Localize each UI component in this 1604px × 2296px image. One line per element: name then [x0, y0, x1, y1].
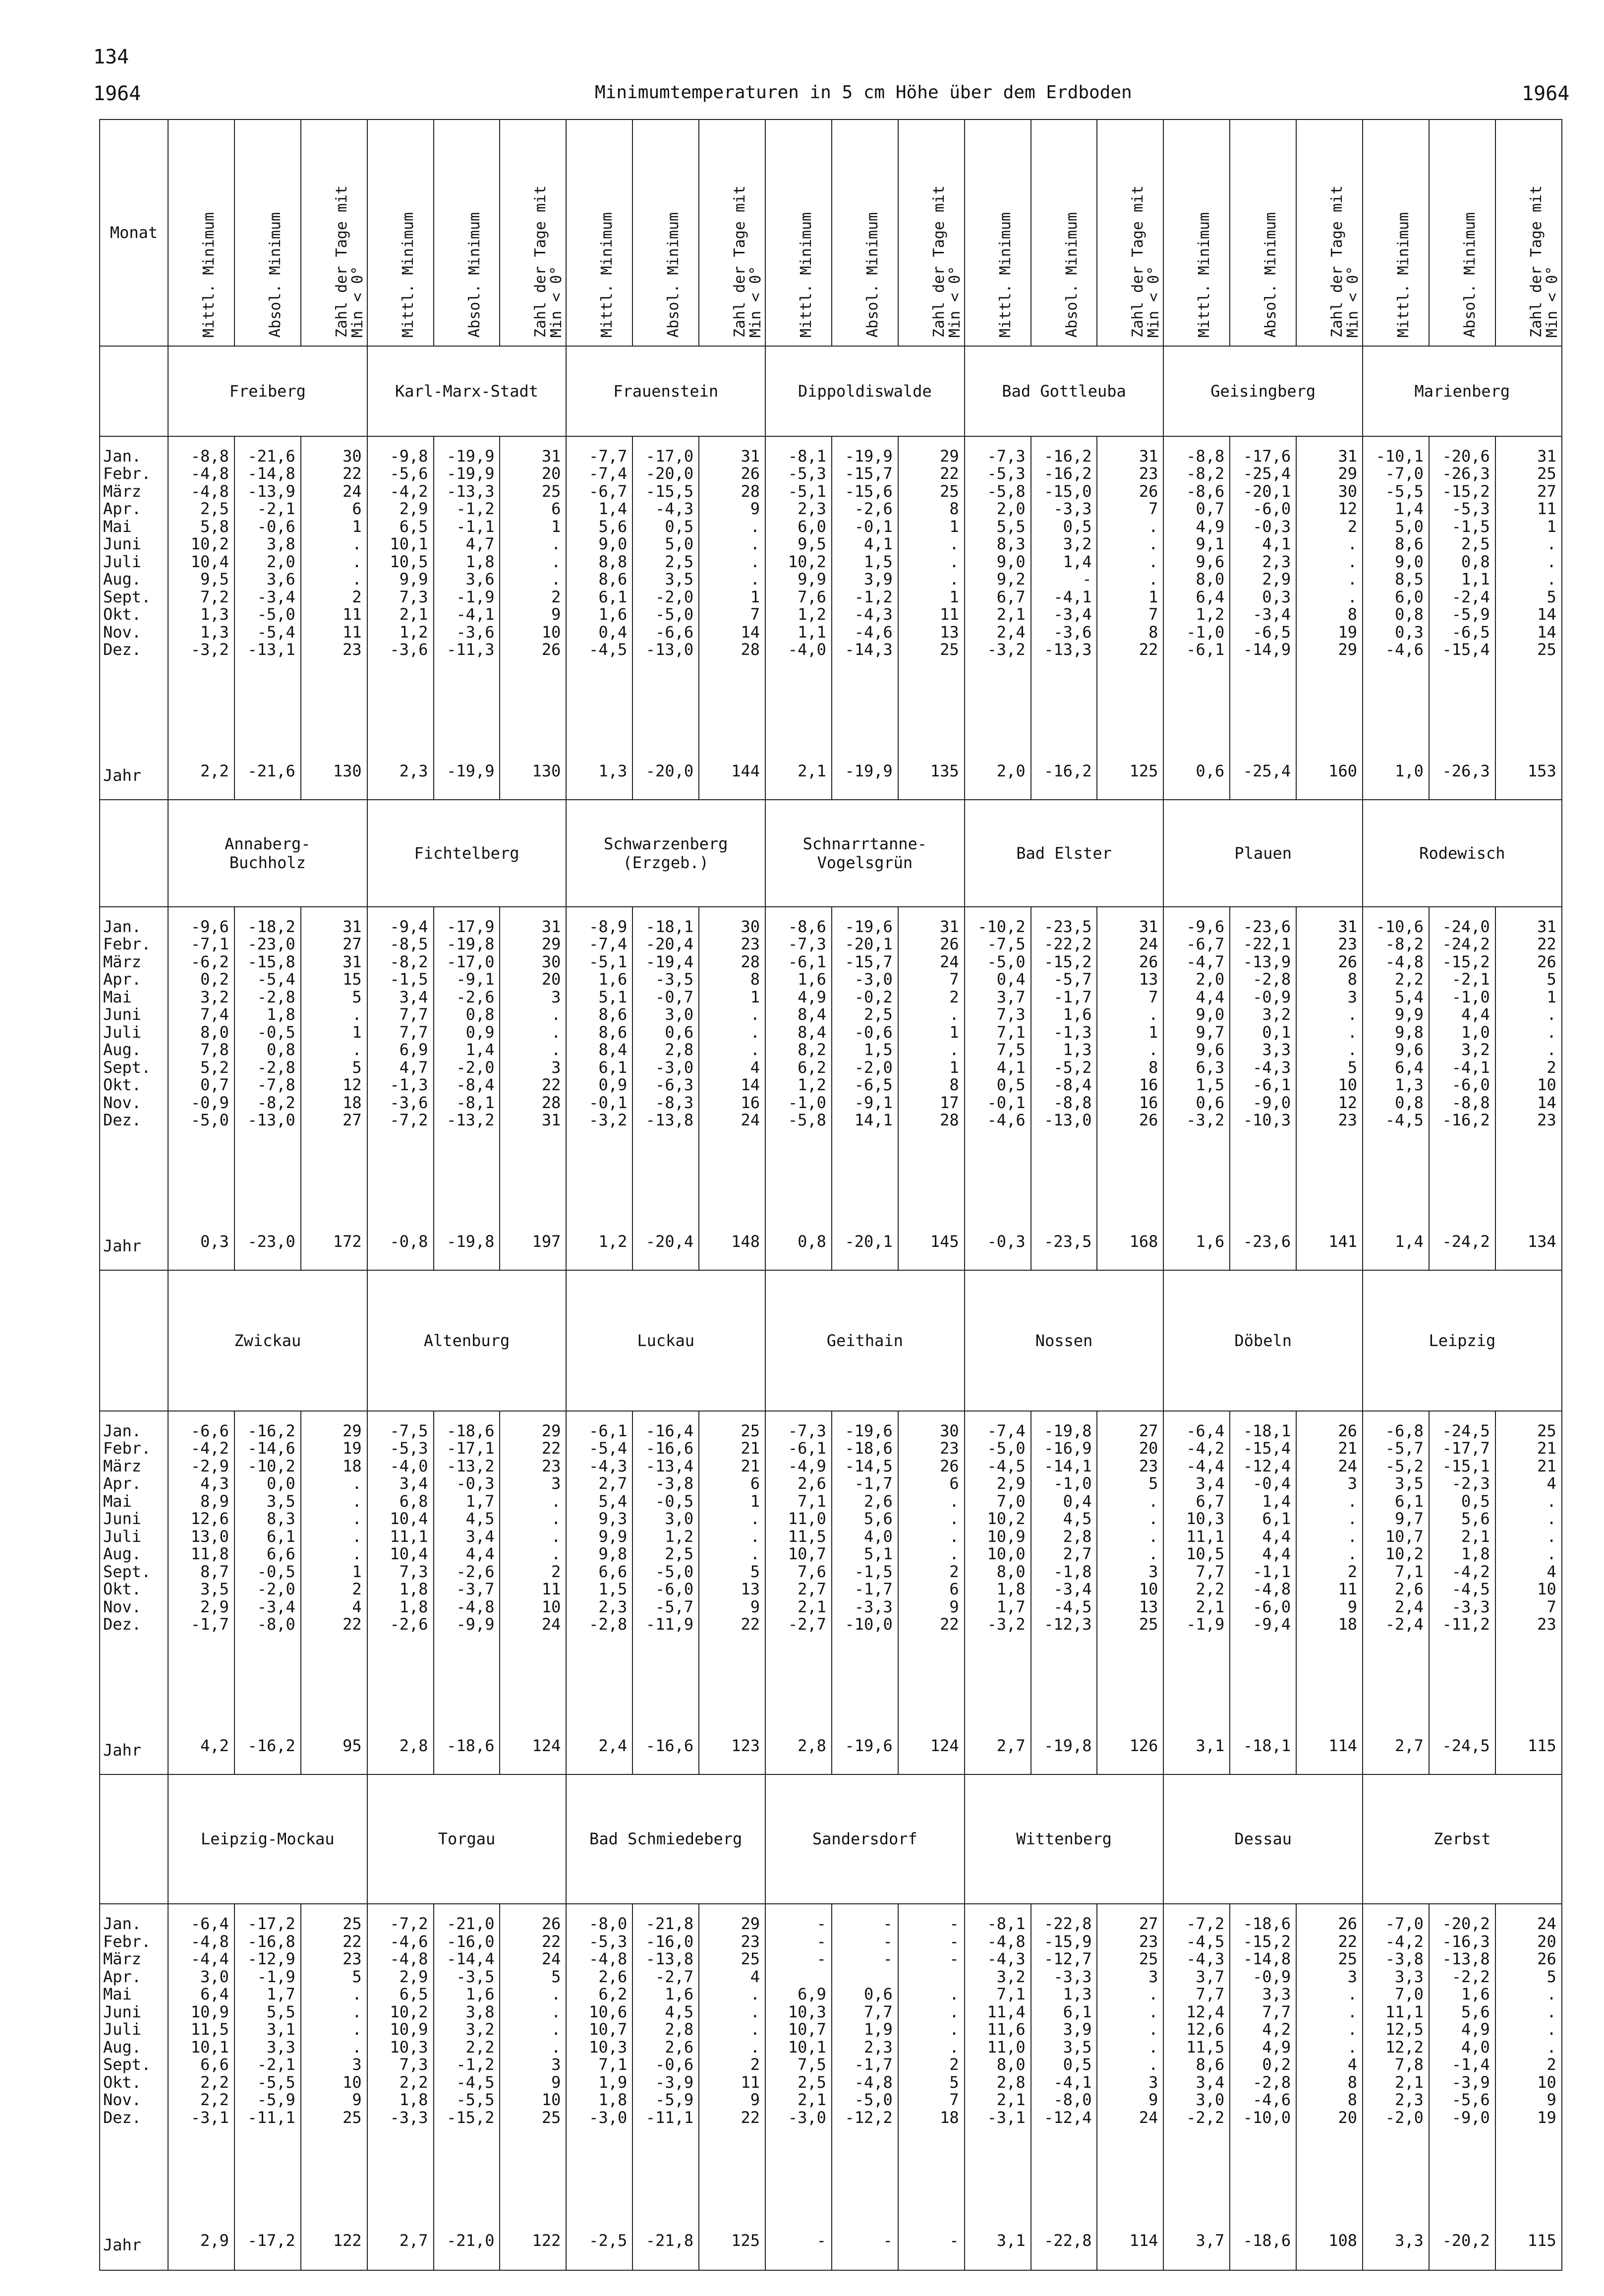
col-header-zahl-text: Zahl der Tage mit Min < 0° — [1129, 185, 1163, 338]
jahr-value: 0,6 — [1163, 743, 1230, 800]
jahr-value: -22,8 — [1031, 2211, 1097, 2270]
jahr-value: 115 — [1495, 1718, 1562, 1774]
values-mittl: -9,6 -6,7 -4,7 2,0 4,4 9,0 9,7 9,6 6,3 1,5 0,6 -3,2 — [1163, 907, 1230, 1214]
jahr-value: 144 — [699, 743, 765, 800]
jahr-value: 3,1 — [965, 2211, 1031, 2270]
station-name: Karl-Marx-Stadt — [367, 346, 567, 436]
values-zahl: 31 20 25 6 1 . . . 2 9 10 26 — [500, 436, 566, 743]
station-name: Geithain — [765, 1270, 965, 1411]
jahr-value: 168 — [1097, 1214, 1163, 1270]
jahr-value: -16,6 — [632, 1718, 699, 1774]
col-header-absol — [234, 119, 301, 346]
station-name: Fichtelberg — [367, 800, 567, 907]
jahr-value: 115 — [1495, 2211, 1562, 2270]
jahr-value: 2,8 — [765, 1718, 832, 1774]
values-zahl: 27 23 25 3 . . . . . 3 9 24 — [1097, 1904, 1163, 2211]
col-header-absol-text: Absol. Minimum — [266, 212, 284, 338]
jahr-value: -20,2 — [1429, 2211, 1495, 2270]
jahr-value: 3,3 — [1363, 2211, 1429, 2270]
values-mittl: -7,2 -4,6 -4,8 2,9 6,5 10,2 10,9 10,3 7,3 2,2 1,8 -3,3 — [367, 1904, 434, 2211]
values-mittl: -9,8 -5,6 -4,2 2,9 6,5 10,1 10,5 9,9 7,3 2,1 1,2 -3,6 — [367, 436, 434, 743]
values-zahl: 31 29 30 12 2 . . . . 8 19 29 — [1296, 436, 1363, 743]
station-name: Bad Schmiedeberg — [566, 1774, 765, 1904]
col-header-absol — [832, 119, 898, 346]
col-header-mittl-text: Mittl. Minimum — [399, 212, 417, 338]
station-name: Sandersdorf — [765, 1774, 965, 1904]
values-mittl: -10,6 -8,2 -4,8 2,2 5,4 9,9 9,8 9,6 6,4 1,3 0,8 -4,5 — [1363, 907, 1429, 1214]
values-mittl: -7,7 -7,4 -6,7 1,4 5,6 9,0 8,8 8,6 6,1 1,6 0,4 -4,5 — [566, 436, 632, 743]
values-zahl: 27 20 23 5 . . . . 3 10 13 25 — [1097, 1411, 1163, 1718]
jahr-value: 1,4 — [1363, 1214, 1429, 1270]
jahr-value: 124 — [898, 1718, 965, 1774]
jahr-value: -23,0 — [234, 1214, 301, 1270]
values-zahl: 24 20 26 5 . . . . 2 10 9 19 — [1495, 1904, 1562, 2211]
col-header-mittl-text: Mittl. Minimum — [1196, 212, 1213, 338]
col-header-absol — [434, 119, 500, 346]
jahr-value: 2,7 — [367, 2211, 434, 2270]
station-name: Nossen — [965, 1270, 1164, 1411]
values-zahl: 31 26 24 7 2 . 1 . 1 8 17 28 — [898, 907, 965, 1214]
jahr-value: 124 — [500, 1718, 566, 1774]
col-header-absol — [1429, 119, 1495, 346]
jahr-value: 2,7 — [965, 1718, 1031, 1774]
jahr-value: 1,0 — [1363, 743, 1429, 800]
col-header-zahl — [1097, 119, 1163, 346]
col-header-mittl-text: Mittl. Minimum — [598, 212, 616, 338]
values-absol: -22,8 -15,9 -12,7 -3,3 1,3 6,1 3,9 3,5 0,5 -4,1 -8,0 -12,4 — [1031, 1904, 1097, 2211]
jahr-value: 122 — [500, 2211, 566, 2270]
jahr-value: 2,7 — [1363, 1718, 1429, 1774]
col-header-zahl — [898, 119, 965, 346]
jahr-value: 3,1 — [1163, 1718, 1230, 1774]
station-name: Freiberg — [168, 346, 367, 436]
col-header-zahl-text: Zahl der Tage mit Min < 0° — [731, 185, 765, 338]
values-absol: -16,2 -16,2 -15,0 -3,3 0,5 3,2 1,4 - -4,1 -3,4 -3,6 -13,3 — [1031, 436, 1097, 743]
values-zahl: 26 21 24 3 . . . . 2 11 9 18 — [1296, 1411, 1363, 1718]
station-name: Plauen — [1163, 800, 1363, 907]
values-zahl: 31 25 27 11 1 . . . 5 14 14 25 — [1495, 436, 1562, 743]
jahr-value: 2,4 — [566, 1718, 632, 1774]
station-row-spacer — [100, 800, 168, 907]
values-absol: -18,1 -15,4 -12,4 -0,4 1,4 6,1 4,4 4,4 -1,1 -4,8 -6,0 -9,4 — [1230, 1411, 1296, 1718]
col-header-mittl — [1363, 119, 1429, 346]
values-absol: -21,8 -16,0 -13,8 -2,7 1,6 4,5 2,8 2,6 -0,6 -3,9 -5,9 -11,1 — [632, 1904, 699, 2211]
values-absol: -24,5 -17,7 -15,1 -2,3 0,5 5,6 2,1 1,8 -4,2 -4,5 -3,3 -11,2 — [1429, 1411, 1495, 1718]
values-absol: -19,9 -15,7 -15,6 -2,6 -0,1 4,1 1,5 3,9 -1,2 -4,3 -4,6 -14,3 — [832, 436, 898, 743]
values-mittl: -7,4 -5,0 -4,5 2,9 7,0 10,2 10,9 10,0 8,0 1,8 1,7 -3,2 — [965, 1411, 1031, 1718]
station-name: Frauenstein — [566, 346, 765, 436]
jahr-value: -17,2 — [234, 2211, 301, 2270]
values-mittl: -7,3 -5,3 -5,8 2,0 5,5 8,3 9,0 9,2 6,7 2,1 2,4 -3,2 — [965, 436, 1031, 743]
col-header-zahl-text: Zahl der Tage mit Min < 0° — [532, 185, 566, 338]
station-name: Dippoldiswalde — [765, 346, 965, 436]
values-zahl: - - - . . . . 2 5 7 18 — [898, 1904, 965, 2211]
jahr-value: 160 — [1296, 743, 1363, 800]
jahr-value: -19,6 — [832, 1718, 898, 1774]
jahr-label: Jahr — [100, 743, 168, 800]
values-mittl: -9,4 -8,5 -8,2 -1,5 3,4 7,7 7,7 6,9 4,7 -1,3 -3,6 -7,2 — [367, 907, 434, 1214]
col-header-mittl-text: Mittl. Minimum — [797, 212, 815, 338]
values-zahl: 25 21 21 6 1 . . . 5 13 9 22 — [699, 1411, 765, 1718]
values-absol: -18,6 -15,2 -14,8 -0,9 3,3 7,7 4,2 4,9 0,2 -2,8 -4,6 -10,0 — [1230, 1904, 1296, 2211]
station-name: Bad Gottleuba — [965, 346, 1164, 436]
jahr-value: -2,5 — [566, 2211, 632, 2270]
col-header-absol-text: Absol. Minimum — [1461, 212, 1479, 338]
values-mittl: -9,6 -7,1 -6,2 0,2 3,2 7,4 8,0 7,8 5,2 0,7 -0,9 -5,0 — [168, 907, 234, 1214]
values-zahl: 31 22 26 5 1 . . . 2 10 14 23 — [1495, 907, 1562, 1214]
jahr-value: 148 — [699, 1214, 765, 1270]
month-labels: Jan. Febr. März Apr. Mai Juni Juli Aug. Sept. Okt. Nov. Dez. — [100, 907, 168, 1214]
values-zahl: 29 22 23 3 . . . . 2 11 10 24 — [500, 1411, 566, 1718]
jahr-label: Jahr — [100, 1214, 168, 1270]
col-header-zahl-text: Zahl der Tage mit Min < 0° — [333, 185, 366, 338]
values-absol: - - - 0,6 7,7 1,9 2,3 -1,7 -4,8 -5,0 -12,2 — [832, 1904, 898, 2211]
values-absol: -17,6 -25,4 -20,1 -6,0 -0,3 4,1 2,3 2,9 0,3 -3,4 -6,5 -14,9 — [1230, 436, 1296, 743]
jahr-value: 1,6 — [1163, 1214, 1230, 1270]
values-mittl: -6,4 -4,2 -4,4 3,4 6,7 10,3 11,1 10,5 7,7 2,2 2,1 -1,9 — [1163, 1411, 1230, 1718]
jahr-value: -16,2 — [234, 1718, 301, 1774]
jahr-label: Jahr — [100, 2211, 168, 2270]
jahr-value: - — [832, 2211, 898, 2270]
year-left: 1964 — [93, 82, 141, 105]
values-absol: -19,6 -20,1 -15,7 -3,0 -0,2 2,5 -0,6 1,5 -2,0 -6,5 -9,1 14,1 — [832, 907, 898, 1214]
jahr-value: 2,8 — [367, 1718, 434, 1774]
jahr-value: -16,2 — [1031, 743, 1097, 800]
jahr-value: 141 — [1296, 1214, 1363, 1270]
page-title: Minimumtemperaturen in 5 cm Höhe über dem Erdboden — [595, 82, 1132, 103]
station-name: Marienberg — [1363, 346, 1562, 436]
values-absol: -19,8 -16,9 -14,1 -1,0 0,4 4,5 2,8 2,7 -1,8 -3,4 -4,5 -12,3 — [1031, 1411, 1097, 1718]
station-name: Leipzig — [1363, 1270, 1562, 1411]
values-zahl: 25 21 21 4 . . . . 4 10 7 23 — [1495, 1411, 1562, 1718]
values-absol: -17,2 -16,8 -12,9 -1,9 1,7 5,5 3,1 3,3 -2,1 -5,5 -5,9 -11,1 — [234, 1904, 301, 2211]
jahr-value: - — [765, 2211, 832, 2270]
jahr-value: 126 — [1097, 1718, 1163, 1774]
values-zahl: 31 27 31 15 5 . 1 . 5 12 18 27 — [301, 907, 367, 1214]
col-header-mittl — [965, 119, 1031, 346]
values-zahl: 31 29 30 20 3 . . . 3 22 28 31 — [500, 907, 566, 1214]
values-zahl: 31 26 28 9 . . . . 1 7 14 28 — [699, 436, 765, 743]
jahr-value: -21,6 — [234, 743, 301, 800]
values-mittl: -6,4 -4,8 -4,4 3,0 6,4 10,9 11,5 10,1 6,6 2,2 2,2 -3,1 — [168, 1904, 234, 2211]
jahr-value: -18,1 — [1230, 1718, 1296, 1774]
jahr-value: 1,3 — [566, 743, 632, 800]
jahr-value: -18,6 — [1230, 2211, 1296, 2270]
col-header-mittl-text: Mittl. Minimum — [1394, 212, 1412, 338]
jahr-value: 95 — [301, 1718, 367, 1774]
col-header-absol — [632, 119, 699, 346]
values-zahl: 29 22 25 8 1 . . . 1 11 13 25 — [898, 436, 965, 743]
monat-header: Monat — [100, 119, 168, 346]
col-header-zahl-text: Zahl der Tage mit Min < 0° — [930, 185, 964, 338]
jahr-value: 2,1 — [765, 743, 832, 800]
values-mittl: -8,1 -5,3 -5,1 2,3 6,0 9,5 10,2 9,9 7,6 1,2 1,1 -4,0 — [765, 436, 832, 743]
station-name: Leipzig-Mockau — [168, 1774, 367, 1904]
month-labels: Jan. Febr. März Apr. Mai Juni Juli Aug. Sept. Okt. Nov. Dez. — [100, 436, 168, 743]
jahr-value: -24,5 — [1429, 1718, 1495, 1774]
col-header-absol-text: Absol. Minimum — [863, 212, 881, 338]
month-labels: Jan. Febr. März Apr. Mai Juni Juli Aug. Sept. Okt. Nov. Dez. — [100, 1904, 168, 2211]
col-header-mittl — [765, 119, 832, 346]
col-header-zahl — [500, 119, 566, 346]
jahr-value: -25,4 — [1230, 743, 1296, 800]
values-absol: -20,6 -26,3 -15,2 -5,3 -1,5 2,5 0,8 1,1 -2,4 -5,9 -6,5 -15,4 — [1429, 436, 1495, 743]
jahr-value: 2,9 — [168, 2211, 234, 2270]
values-zahl: 26 22 25 3 . . . . 4 8 8 20 — [1296, 1904, 1363, 2211]
jahr-value: -19,9 — [832, 743, 898, 800]
station-name: Zerbst — [1363, 1774, 1562, 1904]
jahr-value: 123 — [699, 1718, 765, 1774]
jahr-value: 114 — [1097, 2211, 1163, 2270]
values-mittl: -8,0 -5,3 -4,8 2,6 6,2 10,6 10,7 10,3 7,1 1,9 1,8 -3,0 — [566, 1904, 632, 2211]
values-mittl: -10,2 -7,5 -5,0 0,4 3,7 7,3 7,1 7,5 4,1 0,5 -0,1 -4,6 — [965, 907, 1031, 1214]
values-mittl: -8,1 -4,8 -4,3 3,2 7,1 11,4 11,6 11,0 8,0 2,8 2,1 -3,1 — [965, 1904, 1031, 2211]
station-row-spacer — [100, 1774, 168, 1904]
values-mittl: -8,9 -7,4 -5,1 1,6 5,1 8,6 8,6 8,4 6,1 0,9 -0,1 -3,2 — [566, 907, 632, 1214]
values-mittl: -8,8 -4,8 -4,8 2,5 5,8 10,2 10,4 9,5 7,2 1,3 1,3 -3,2 — [168, 436, 234, 743]
jahr-value: 0,3 — [168, 1214, 234, 1270]
values-zahl: 31 23 26 8 3 . . . 5 10 12 23 — [1296, 907, 1363, 1214]
jahr-value: 135 — [898, 743, 965, 800]
station-name: Torgau — [367, 1774, 567, 1904]
jahr-value: 125 — [699, 2211, 765, 2270]
values-absol: -21,6 -14,8 -13,9 -2,1 -0,6 3,8 2,0 3,6 -3,4 -5,0 -5,4 -13,1 — [234, 436, 301, 743]
jahr-value: -21,0 — [434, 2211, 500, 2270]
values-mittl: -7,2 -4,5 -4,3 3,7 7,7 12,4 12,6 11,5 8,6 3,4 3,0 -2,2 — [1163, 1904, 1230, 2211]
values-absol: -21,0 -16,0 -14,4 -3,5 1,6 3,8 3,2 2,2 -1,2 -4,5 -5,5 -15,2 — [434, 1904, 500, 2211]
col-header-zahl — [301, 119, 367, 346]
col-header-zahl-text: Zahl der Tage mit Min < 0° — [1328, 185, 1362, 338]
values-absol: -18,6 -17,1 -13,2 -0,3 1,7 4,5 3,4 4,4 -2,6 -3,7 -4,8 -9,9 — [434, 1411, 500, 1718]
values-absol: -18,2 -23,0 -15,8 -5,4 -2,8 1,8 -0,5 0,8 -2,8 -7,8 -8,2 -13,0 — [234, 907, 301, 1214]
values-zahl: 30 23 26 6 . . . . 2 6 9 22 — [898, 1411, 965, 1718]
values-mittl: -8,6 -7,3 -6,1 1,6 4,9 8,4 8,4 8,2 6,2 1,2 -1,0 -5,8 — [765, 907, 832, 1214]
jahr-value: -26,3 — [1429, 743, 1495, 800]
jahr-value: 4,2 — [168, 1718, 234, 1774]
temperature-table — [99, 119, 1562, 2271]
values-absol: -16,2 -14,6 -10,2 0,0 3,5 8,3 6,1 6,6 -0,5 -2,0 -3,4 -8,0 — [234, 1411, 301, 1718]
col-header-mittl-text: Mittl. Minimum — [200, 212, 218, 338]
values-absol: -17,9 -19,8 -17,0 -9,1 -2,6 0,8 0,9 1,4 -2,0 -8,4 -8,1 -13,2 — [434, 907, 500, 1214]
col-header-absol — [1230, 119, 1296, 346]
jahr-value: 0,8 — [765, 1214, 832, 1270]
year-right: 1964 — [1522, 82, 1570, 105]
values-absol: -20,2 -16,3 -13,8 -2,2 1,6 5,6 4,9 4,0 -1,4 -3,9 -5,6 -9,0 — [1429, 1904, 1495, 2211]
jahr-value: - — [898, 2211, 965, 2270]
values-absol: -17,0 -20,0 -15,5 -4,3 0,5 5,0 2,5 3,5 -2,0 -5,0 -6,6 -13,0 — [632, 436, 699, 743]
jahr-value: -21,8 — [632, 2211, 699, 2270]
jahr-value: -20,4 — [632, 1214, 699, 1270]
jahr-value: -0,3 — [965, 1214, 1031, 1270]
values-mittl: -7,3 -6,1 -4,9 2,6 7,1 11,0 11,5 10,7 7,6 2,7 2,1 -2,7 — [765, 1411, 832, 1718]
station-name: Döbeln — [1163, 1270, 1363, 1411]
station-name: Schwarzenberg (Erzgeb.) — [566, 800, 765, 907]
values-zahl: 30 22 24 6 1 . . . 2 11 11 23 — [301, 436, 367, 743]
station-row-spacer — [100, 1270, 168, 1411]
jahr-value: -20,0 — [632, 743, 699, 800]
values-zahl: 31 24 26 13 7 . 1 . 8 16 16 26 — [1097, 907, 1163, 1214]
jahr-value: -24,2 — [1429, 1214, 1495, 1270]
col-header-zahl — [699, 119, 765, 346]
values-absol: -23,6 -22,1 -13,9 -2,8 -0,9 3,2 0,1 3,3 -4,3 -6,1 -9,0 -10,3 — [1230, 907, 1296, 1214]
station-name: Geisingberg — [1163, 346, 1363, 436]
station-name: Wittenberg — [965, 1774, 1164, 1904]
values-zahl: 30 23 28 8 1 . . . 4 14 16 24 — [699, 907, 765, 1214]
jahr-value: 172 — [301, 1214, 367, 1270]
jahr-value: 145 — [898, 1214, 965, 1270]
values-mittl: -10,1 -7,0 -5,5 1,4 5,0 8,6 9,0 8,5 6,0 0,8 0,3 -4,6 — [1363, 436, 1429, 743]
station-name: Rodewisch — [1363, 800, 1562, 907]
jahr-value: 2,2 — [168, 743, 234, 800]
jahr-value: 122 — [301, 2211, 367, 2270]
jahr-value: 108 — [1296, 2211, 1363, 2270]
page-number: 134 — [93, 46, 129, 68]
jahr-value: 125 — [1097, 743, 1163, 800]
values-mittl: - - - 6,9 10,3 10,7 10,1 7,5 2,5 2,1 -3,0 — [765, 1904, 832, 2211]
values-zahl: 31 23 26 7 . . . . 1 7 8 22 — [1097, 436, 1163, 743]
col-header-mittl — [168, 119, 234, 346]
col-header-zahl — [1495, 119, 1562, 346]
jahr-value: -19,9 — [434, 743, 500, 800]
station-name: Luckau — [566, 1270, 765, 1411]
values-absol: -16,4 -16,6 -13,4 -3,8 -0,5 3,0 1,2 2,5 -5,0 -6,0 -5,7 -11,9 — [632, 1411, 699, 1718]
col-header-zahl — [1296, 119, 1363, 346]
jahr-value: 130 — [301, 743, 367, 800]
jahr-value: -23,6 — [1230, 1214, 1296, 1270]
station-row-spacer — [100, 346, 168, 436]
jahr-value: -23,5 — [1031, 1214, 1097, 1270]
values-mittl: -6,1 -5,4 -4,3 2,7 5,4 9,3 9,9 9,8 6,6 1,5 2,3 -2,8 — [566, 1411, 632, 1718]
col-header-mittl — [367, 119, 434, 346]
col-header-mittl — [1163, 119, 1230, 346]
col-header-absol-text: Absol. Minimum — [665, 212, 683, 338]
values-mittl: -6,6 -4,2 -2,9 4,3 8,9 12,6 13,0 11,8 8,7 3,5 2,9 -1,7 — [168, 1411, 234, 1718]
values-zahl: 29 23 25 4 . . . . 2 11 9 22 — [699, 1904, 765, 2211]
col-header-absol-text: Absol. Minimum — [465, 212, 483, 338]
values-zahl: 29 19 18 . . . . . 1 2 4 22 — [301, 1411, 367, 1718]
jahr-value: 134 — [1495, 1214, 1562, 1270]
jahr-label: Jahr — [100, 1718, 168, 1774]
station-name: Annaberg- Buchholz — [168, 800, 367, 907]
jahr-value: 2,3 — [367, 743, 434, 800]
values-mittl: -7,0 -4,2 -3,8 3,3 7,0 11,1 12,5 12,2 7,8 2,1 2,3 -2,0 — [1363, 1904, 1429, 2211]
station-name: Zwickau — [168, 1270, 367, 1411]
jahr-value: 114 — [1296, 1718, 1363, 1774]
jahr-value: -18,6 — [434, 1718, 500, 1774]
jahr-value: -20,1 — [832, 1214, 898, 1270]
values-mittl: -6,8 -5,7 -5,2 3,5 6,1 9,7 10,7 10,2 7,1 2,6 2,4 -2,4 — [1363, 1411, 1429, 1718]
jahr-value: 1,2 — [566, 1214, 632, 1270]
col-header-zahl-text: Zahl der Tage mit Min < 0° — [1527, 185, 1561, 338]
station-name: Bad Elster — [965, 800, 1164, 907]
jahr-value: 2,0 — [965, 743, 1031, 800]
station-name: Altenburg — [367, 1270, 567, 1411]
jahr-value: -0,8 — [367, 1214, 434, 1270]
station-name: Dessau — [1163, 1774, 1363, 1904]
values-absol: -23,5 -22,2 -15,2 -5,7 -1,7 1,6 -1,3 1,3 -5,2 -8,4 -8,8 -13,0 — [1031, 907, 1097, 1214]
jahr-value: 197 — [500, 1214, 566, 1270]
values-absol: -19,9 -19,9 -13,3 -1,2 -1,1 4,7 1,8 3,6 -1,9 -4,1 -3,6 -11,3 — [434, 436, 500, 743]
values-mittl: -7,5 -5,3 -4,0 3,4 6,8 10,4 11,1 10,4 7,3 1,8 1,8 -2,6 — [367, 1411, 434, 1718]
station-name: Schnarrtanne- Vogelsgrün — [765, 800, 965, 907]
col-header-absol — [1031, 119, 1097, 346]
values-zahl: 26 22 24 5 . . . . 3 9 10 25 — [500, 1904, 566, 2211]
col-header-absol-text: Absol. Minimum — [1262, 212, 1280, 338]
jahr-value: 153 — [1495, 743, 1562, 800]
jahr-value: 3,7 — [1163, 2211, 1230, 2270]
month-labels: Jan. Febr. März Apr. Mai Juni Juli Aug. Sept. Okt. Nov. Dez. — [100, 1411, 168, 1718]
values-zahl: 25 22 23 5 . . . . 3 10 9 25 — [301, 1904, 367, 2211]
values-absol: -18,1 -20,4 -19,4 -3,5 -0,7 3,0 0,6 2,8 -3,0 -6,3 -8,3 -13,8 — [632, 907, 699, 1214]
jahr-value: 130 — [500, 743, 566, 800]
values-absol: -19,6 -18,6 -14,5 -1,7 2,6 5,6 4,0 5,1 -1,5 -1,7 -3,3 -10,0 — [832, 1411, 898, 1718]
col-header-mittl-text: Mittl. Minimum — [996, 212, 1014, 338]
jahr-value: -19,8 — [434, 1214, 500, 1270]
values-absol: -24,0 -24,2 -15,2 -2,1 -1,0 4,4 1,0 3,2 -4,1 -6,0 -8,8 -16,2 — [1429, 907, 1495, 1214]
col-header-absol-text: Absol. Minimum — [1063, 212, 1081, 338]
jahr-value: -19,8 — [1031, 1718, 1097, 1774]
col-header-mittl — [566, 119, 632, 346]
values-mittl: -8,8 -8,2 -8,6 0,7 4,9 9,1 9,6 8,0 6,4 1,2 -1,0 -6,1 — [1163, 436, 1230, 743]
